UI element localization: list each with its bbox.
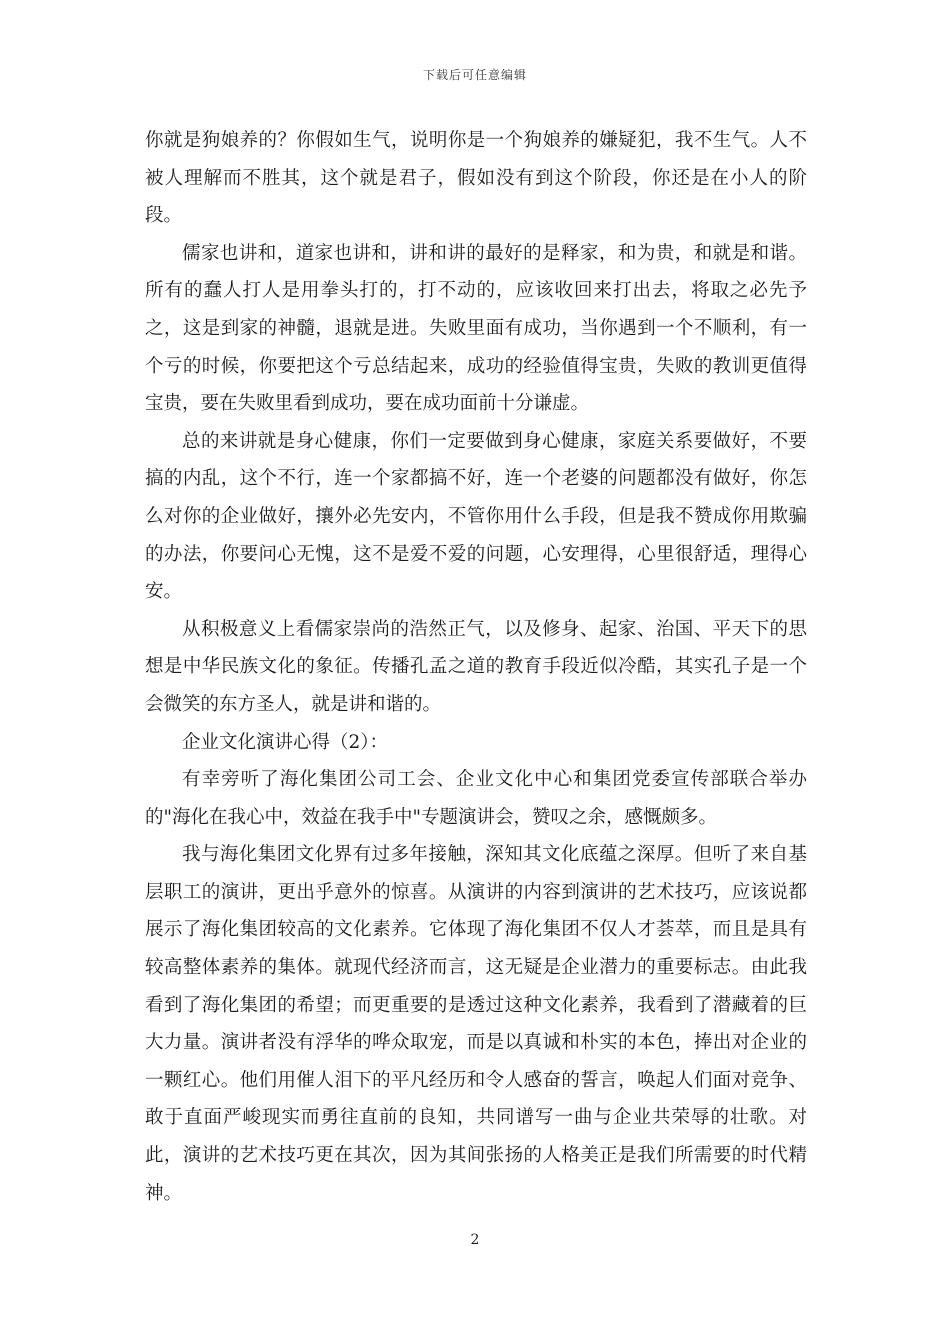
- section-heading: 企业文化演讲心得（2）：: [182, 731, 389, 753]
- paragraph-5: 有幸旁听了海化集团公司工会、企业文化中心和集团党委宣传部联合举办的"海化在我心中，效益在我手中"专题演讲会，赞叹之余，感慨颇多。: [145, 769, 807, 828]
- page-header: 下载后可任意编辑: [422, 68, 527, 82]
- paragraph-1: 你就是狗娘养的？你假如生气，说明你是一个狗娘养的嫌疑犯，我不生气。人不被人理解而不胜其，这个就是君子，假如没有到这个阶段，你还是在小人的阶段。: [145, 130, 807, 227]
- paragraph-3: 总的来讲就是身心健康，你们一定要做到身心健康，家庭关系要做好，不要搞的内乱，这个不行，连一个家都搞不好，连一个老婆的问题都没有做好，你怎么对你的企业做好，攘外必先安内，不管你用什么手段，但是我不赞成你用欺骗的办法，你要问心无愧，这不是爱不爱的问题，心安理得，心里很舒适，理得心安。: [145, 430, 807, 603]
- page-number: 2: [470, 1232, 480, 1248]
- document-body: [145, 122, 807, 1212]
- paragraph-4: 从积极意义上看儒家崇尚的浩然正气，以及修身、起家、治国、平天下的思想是中华民族文化的象征。传播孔孟之道的教育手段近似冷酷，其实孔子是一个会微笑的东方圣人，就是讲和谐的。: [145, 618, 807, 715]
- paragraph-2: 儒家也讲和，道家也讲和，讲和讲的最好的是释家，和为贵，和就是和谐。所有的蠢人打人是用拳头打的，打不动的，应该收回来打出去，将取之必先予之，这是到家的神髓，退就是进。失败里面有成功，当你遇到一个不顺利，有一个亏的时候，你要把这个亏总结起来，成功的经验值得宝贵，失败的教训更值得宝贵，要在失败里看到成功，要在成功面前十分谦虚。: [145, 242, 807, 415]
- paragraph-6: 我与海化集团文化界有过多年接触，深知其文化底蕴之深厚。但听了来自基层职工的演讲，更出乎意外的惊喜。从演讲的内容到演讲的艺术技巧，应该说都展示了海化集团较高的文化素养。它体现了海化集团不仅人才荟萃，而且是具有较高整体素养的集体。就现代经济而言，这无疑是企业潜力的重要标志。由此我看到了海化集团的希望；而更重要的是透过这种文化素养，我看到了潜藏着的巨大力量。演讲者没有浮华的哗众取宠，而是以真诚和朴实的本色，捧出对企业的一颗红心。他们用催人泪下的平凡经历和令人感奋的誓言，唤起人们面对竞争、敢于直面严峻现实而勇往直前的良知，共同谱写一曲与企业共荣辱的壮歌。对此，演讲的艺术技巧更在其次，因为其间张扬的人格美正是我们所需要的时代精神。: [145, 844, 807, 1204]
